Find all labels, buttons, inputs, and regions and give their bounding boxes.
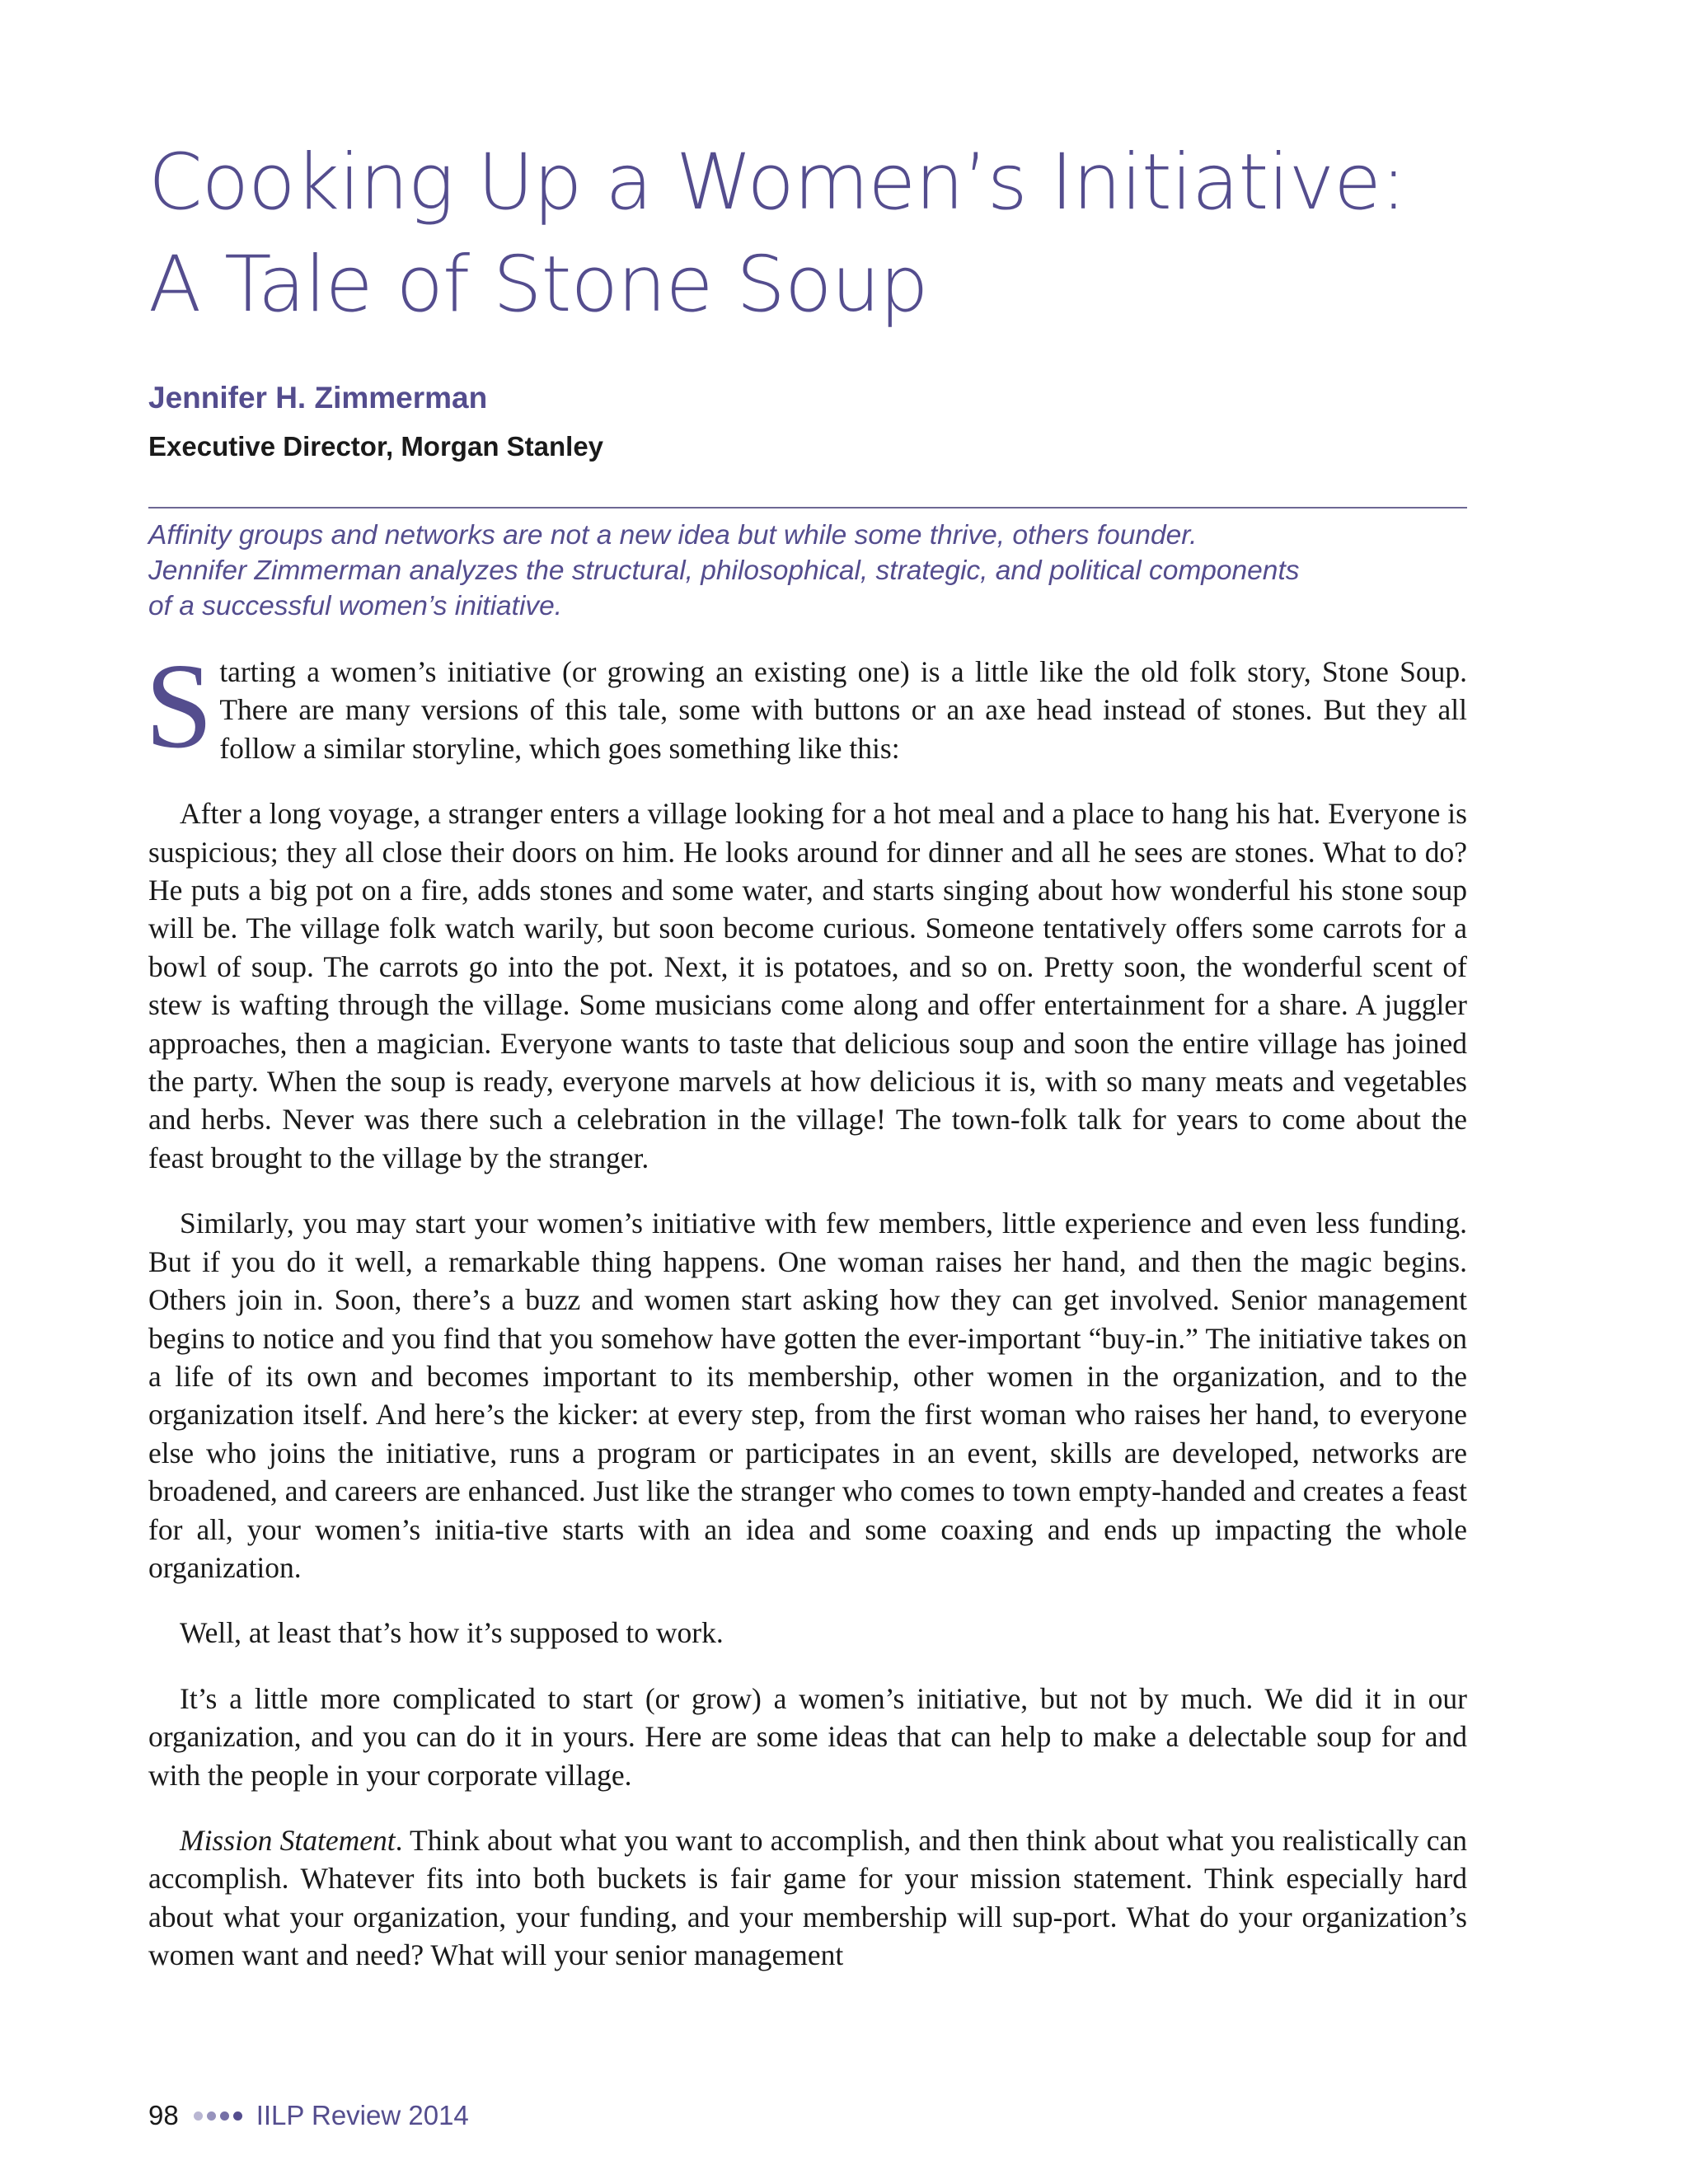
section-divider: [148, 507, 1467, 509]
body-paragraph-1: [145, 639, 1467, 774]
drop-cap: S: [145, 639, 213, 774]
title-line-2: A Tale of Stone Soup: [148, 240, 928, 330]
title-line-1: Cooking Up a Women’s Initiative:: [148, 138, 1406, 227]
page-footer: [148, 2100, 469, 2131]
body-paragraph-3: Similarly, you may start your women’s initiative with few members, little experience and even less funding. But if you do it well, a remarkable thing happens. One woman raises her hand, and then the magic begins. Others join in. Soon, there’s a buzz and women start asking how they can get involved. Senior management begins to notice and you find that you somehow have gotten the ever-important “buy-in.” The initiative takes on a life of its own and becomes important to its membership, other women in the organization, and to the organization itself. And here’s the kicker: at every step, from the first woman who raises her hand, to everyone else who joins the initiative, runs a program or participates in an event, skills are developed, networks are broadened, and careers are enhanced. Just like the stranger who comes to town empty-handed and creates a feast for all, your women’s initia-tive starts with an idea and some coaxing and ends up impacting the whole organization.: [148, 1207, 1467, 1584]
footer-dot: [233, 2111, 242, 2121]
paragraph-6-text: . Think about what you want to accomplish, and then think about what you realistically can accomplish. Whatever fits into both buckets is fair game for your mission statement. Think especially hard about what your organization, your funding, and your membership will sup-port. What do your organization’s women want and need? What will your senior management: [148, 1823, 1467, 1972]
abstract-line-3: of a successful women’s initiative.: [148, 591, 563, 621]
body-paragraph-6: [148, 1821, 1467, 1975]
author-affiliation: Executive Director, Morgan Stanley: [148, 431, 604, 462]
footer-dot: [194, 2111, 203, 2121]
footer-dot: [220, 2111, 229, 2121]
article-abstract: [148, 518, 1475, 624]
author-name: Jennifer H. Zimmerman: [148, 381, 488, 415]
footer-dot: [207, 2111, 216, 2121]
abstract-line-1: Affinity groups and networks are not a new idea but while some thrive, others founder.: [148, 520, 1198, 551]
abstract-line-2: Jennifer Zimmerman analyzes the structural, philosophical, strategic, and political components: [148, 555, 1300, 586]
footer-dots-ornament: [194, 2111, 246, 2121]
publication-name: IILP Review 2014: [256, 2100, 469, 2130]
body-paragraph-2: After a long voyage, a stranger enters a village looking for a hot meal and a place to hang his hat. Everyone is suspicious; they all close their doors on him. He looks around for dinner and all he sees are stones. What to do? He puts a big pot on a fire, adds stones and some water, and starts singing about how wonderful his stone soup will be. The village folk watch warily, but soon become curious. Someone tentatively offers some carrots for a bowl of soup. The carrots go into the pot. Next, it is potatoes, and so on. Pretty soon, the wonderful scent of stew is wafting through the village. Some musicians come along and offer entertainment for a share. A juggler approaches, then a magician. Everyone wants to taste that delicious soup and soon the entire village has joined the party. When the soup is ready, everyone marvels at how delicious it is, with so many meats and vegetables and herbs. Never was there such a celebration in the village! The town-folk talk for years to come about the feast brought to the village by the stranger.: [148, 797, 1467, 1174]
page-number: 98: [148, 2100, 179, 2130]
mission-statement-label: Mission Statement: [180, 1823, 396, 1857]
paragraph-1-text: tarting a women’s initiative (or growing an existing one) is a little like the old folk story, Stone Soup. There are many versions of this tale, some with buttons or an axe head instead of stones. But they all follow a similar storyline, which goes something like this:: [219, 655, 1467, 765]
article-title: [148, 132, 1500, 336]
body-paragraph-4: Well, at least that’s how it’s supposed to work.: [180, 1616, 724, 1650]
article-body: [145, 639, 1467, 2002]
body-paragraph-5: It’s a little more complicated to start (or grow) a women’s initiative, but not by much. We did it in our organization, and you can do it in yours. Here are some ideas that can help to make a delectable soup for and with the people in your corporate village.: [148, 1681, 1467, 1792]
